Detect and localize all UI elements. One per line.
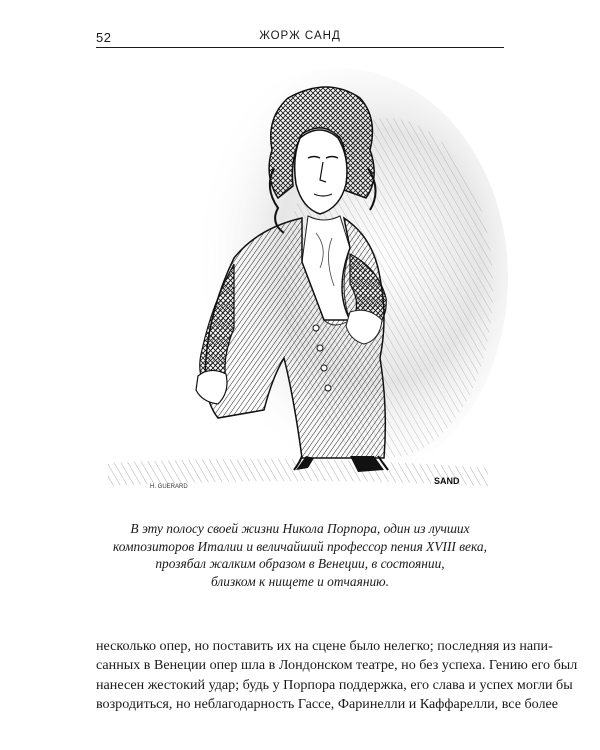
figure-caption: [100, 520, 500, 590]
body-paragraph: [96, 637, 578, 715]
artist-signature-right: SAND: [434, 476, 460, 486]
running-head: ЖОРЖ САНД: [259, 30, 341, 42]
caption-line: близком к нищете и отчаянию.: [211, 573, 389, 589]
header-rule: [96, 47, 504, 48]
caption-line: прозябал жалким образом в Венеции, в состоянии,: [155, 556, 445, 571]
body-line: несколько опер, но поставить их на сцене было нелегко; последняя из напи-: [96, 638, 553, 654]
body-line: санных в Венеции опер шла в Лондонском театре, но без успеха. Гению его был: [96, 657, 578, 674]
body-line: возродиться, но неблагодарность Гассе, Фаринелли и Каффарелли, все более: [96, 696, 559, 713]
body-line: нанесен жестокий удар; будь у Порпора поддержка, его слава и успех могли бы: [96, 676, 573, 693]
caption-line: композиторов Италии и величайший профессор пения XVIII века,: [113, 538, 487, 554]
caption-line: В эту полосу своей жизни Никола Порпора, один из лучших: [130, 521, 470, 536]
artist-signature-left: H. GUERARD: [150, 484, 188, 490]
page-number: 52: [96, 30, 112, 45]
portrait-engraving: [88, 58, 512, 500]
